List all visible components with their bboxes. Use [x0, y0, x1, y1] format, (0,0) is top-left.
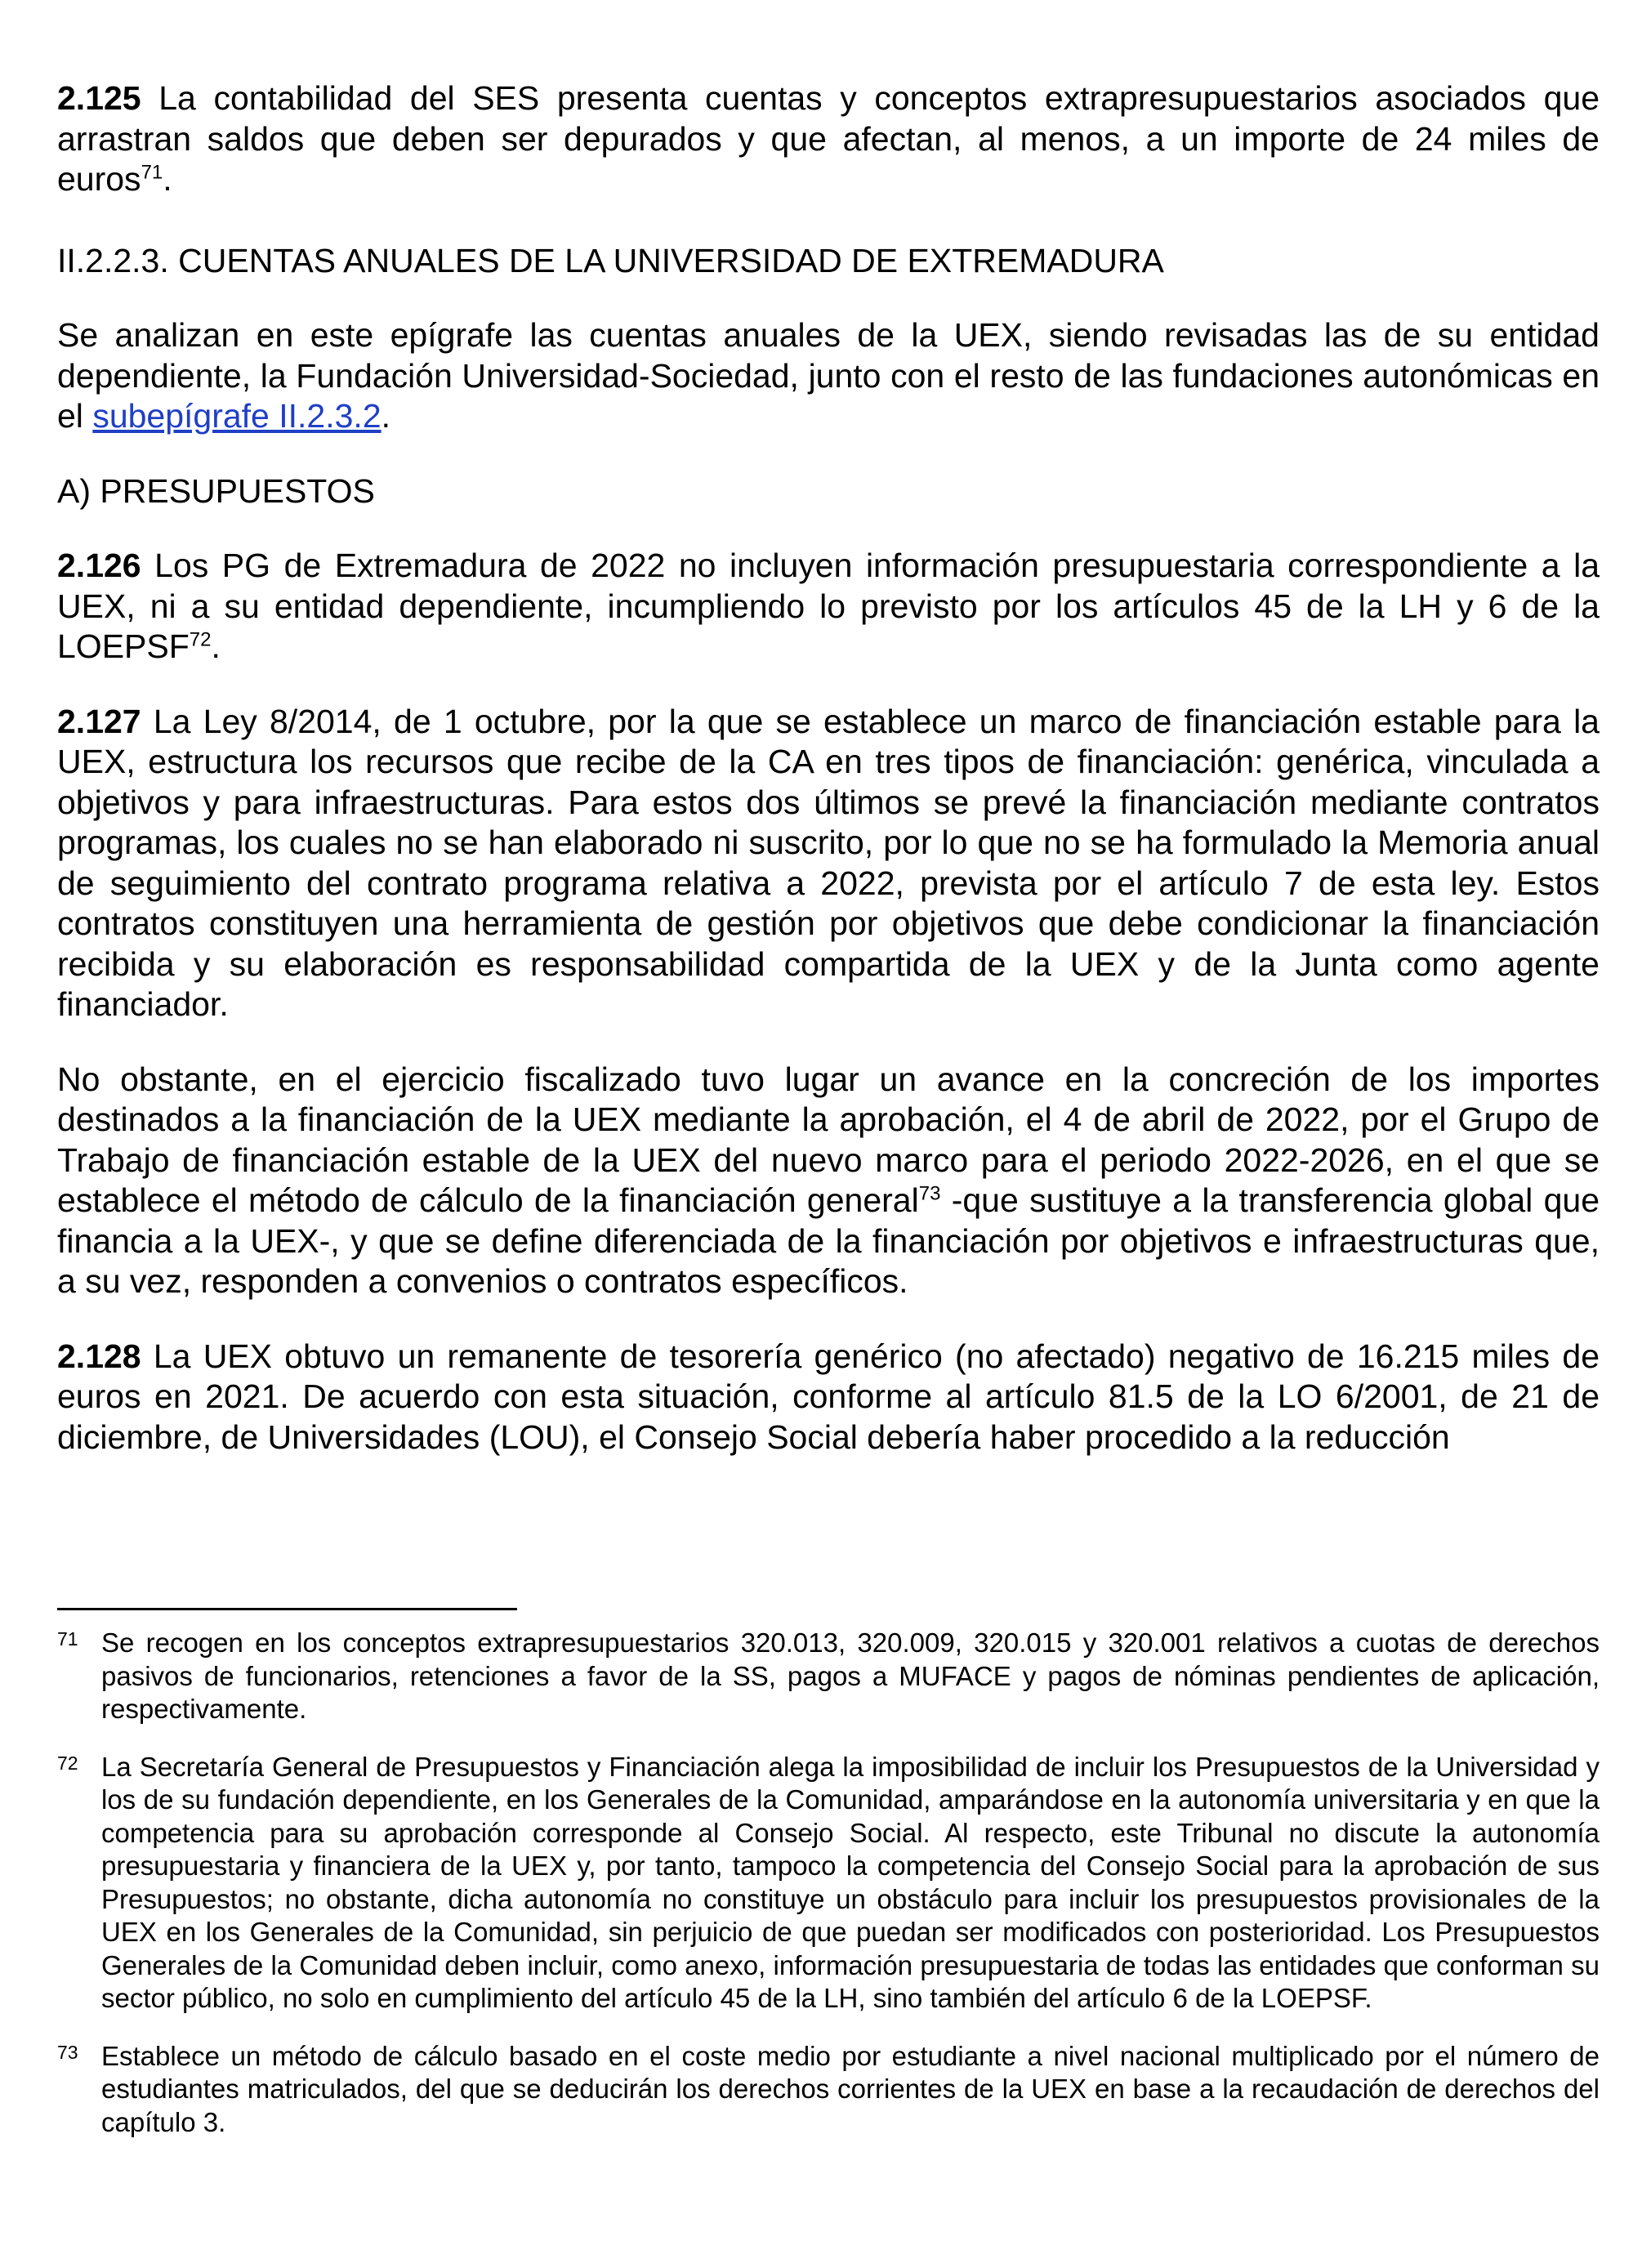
intro-paragraph [57, 315, 1600, 437]
paragraph-number: 2.126 [57, 547, 141, 584]
paragraph-2-127-continued [57, 1060, 1600, 1302]
paragraph-text: No obstante, en el ejercicio fiscalizado tuvo lugar un avance en la concreción de los importes destinados a la financiación de la UEX mediante la aprobación, el 4 de abril de 2022, por el Grupo de Trabajo de financiación estable de la UEX del nuevo marco para el periodo 2022-2026, en el que se establece el método de cálculo de la financiación general [57, 1060, 1600, 1219]
paragraph-number: 2.127 [57, 702, 141, 740]
paragraph-tail: . [163, 160, 172, 198]
footnote-text: La Secretaría General de Presupuestos y Financiación alega la imposibilidad de incluir los Presupuestos de la Universidad y los de su fundación dependiente, en los Generales de la Comunidad, amparándose en la autonomía universitaria y en que la competencia para su aprobación corresponde al Consejo Social. Al respecto, este Tribunal no discute la autonomía presupuestaria y financiera de la UEX y, por tanto, tampoco la competencia del Consejo Social para la aprobación de sus Presupuestos; no obstante, dicha autonomía no constituye un obstáculo para incluir los presupuestos provisionales de la UEX en los Generales de la Comunidad, sin perjuicio de que puedan ser modificados con posterioridad. Los Presupuestos Generales de la Comunidad deben incluir, como anexo, información presupuestaria de todas las entidades que conforman su sector público, no solo en cumplimiento del artículo 45 de la LH, sino también del artículo 6 de la LOEPSF. [101, 1751, 1600, 2013]
paragraph-text: La UEX obtuvo un remanente de tesorería genérico (no afectado) negativo de 16.215 miles de euros en 2021. De acuerdo con esta situación, conforme al artículo 81.5 de la LO 6/2001, de 21 de diciembre, de Universidades (LOU), el Consejo Social debería haber procedido a la reducción [57, 1337, 1600, 1456]
footnote-71 [57, 1627, 1600, 1726]
footnotes-section [57, 1608, 1600, 2163]
paragraph-text: La contabilidad del SES presenta cuentas y conceptos extrapresupuestarios asociados que arrastran saldos que deben ser depurados y que afectan, al menos, a un importe de 24 miles de euros [57, 79, 1600, 198]
footnote-72 [57, 1751, 1600, 2016]
paragraph-2-125 [57, 78, 1600, 200]
document-page [57, 78, 1600, 1492]
footnote-marker: 71 [57, 1628, 78, 1650]
intro-text: Se analizan en este epígrafe las cuentas anuales de la UEX, siendo revisadas las de su entidad dependiente, la Fundación Universidad-Sociedad, junto con el resto de las fundaciones autonómicas en el [57, 316, 1600, 435]
footnote-73 [57, 2040, 1600, 2140]
paragraph-text: La Ley 8/2014, de 1 octubre, por la que se establece un marco de financiación estable para la UEX, estructura los recursos que recibe de la CA en tres tipos de financiación: genérica, vinculada a objetivos y para infraestructuras. Para estos dos últimos se prevé la financiación mediante contratos programas, los cuales no se han elaborado ni suscrito, por lo que no se ha formulado la Memoria anual de seguimiento del contrato programa relativa a 2022, prevista por el artículo 7 de esta ley. Estos contratos constituyen una herramienta de gestión por objetivos que debe condicionar la financiación recibida y su elaboración es responsabilidad compartida de la UEX y de la Junta como agente financiador. [57, 702, 1600, 1023]
footnote-text: Se recogen en los conceptos extrapresupuestarios 320.013, 320.009, 320.015 y 320.001 relativos a cuotas de derechos pasivos de funcionarios, retenciones a favor de la SS, pagos a MUFACE y pagos de nóminas pendientes de aplicación, respectivamente. [101, 1627, 1600, 1724]
section-heading: II.2.2.3. CUENTAS ANUALES DE LA UNIVERSIDAD DE EXTREMADURA [57, 241, 1164, 279]
footnote-ref-72[interactable]: 72 [189, 628, 212, 651]
paragraph-number: 2.125 [57, 79, 141, 117]
paragraph-2-126 [57, 546, 1600, 667]
paragraph-tail: . [211, 627, 221, 665]
paragraph-tail: -que sustituye a la transferencia global que financia a la UEX-, y que se define diferenciada de la financiación por objetivos e infraestructuras que, a su vez, responden a convenios o contratos específicos. [57, 1181, 1600, 1300]
paragraph-2-128 [57, 1337, 1600, 1458]
subsection-heading: A) PRESUPUESTOS [57, 471, 375, 510]
footnote-text: Establece un método de cálculo basado en el coste medio por estudiante a nivel nacional multiplicado por el número de estudiantes matriculados, del que se deducirán los derechos corrientes de la UEX en base a la recaudación de derechos del capítulo 3. [101, 2040, 1600, 2137]
footnote-ref-73[interactable]: 73 [918, 1182, 941, 1205]
footnote-marker: 73 [57, 2041, 78, 2063]
footnote-ref-71[interactable]: 71 [141, 161, 163, 184]
paragraph-text: Los PG de Extremadura de 2022 no incluyen información presupuestaria correspondiente a la UEX, ni a su entidad dependiente, incumpliendo lo previsto por los artículos 45 de la LH y 6 de la LOEPSF [57, 547, 1600, 665]
subepigrafe-link[interactable]: subepígrafe II.2.3.2 [92, 397, 382, 435]
footnote-separator [57, 1608, 517, 1610]
paragraph-number: 2.128 [57, 1337, 141, 1375]
paragraph-2-127 [57, 702, 1600, 1025]
footnote-marker: 72 [57, 1752, 78, 1774]
intro-tail: . [381, 397, 391, 435]
